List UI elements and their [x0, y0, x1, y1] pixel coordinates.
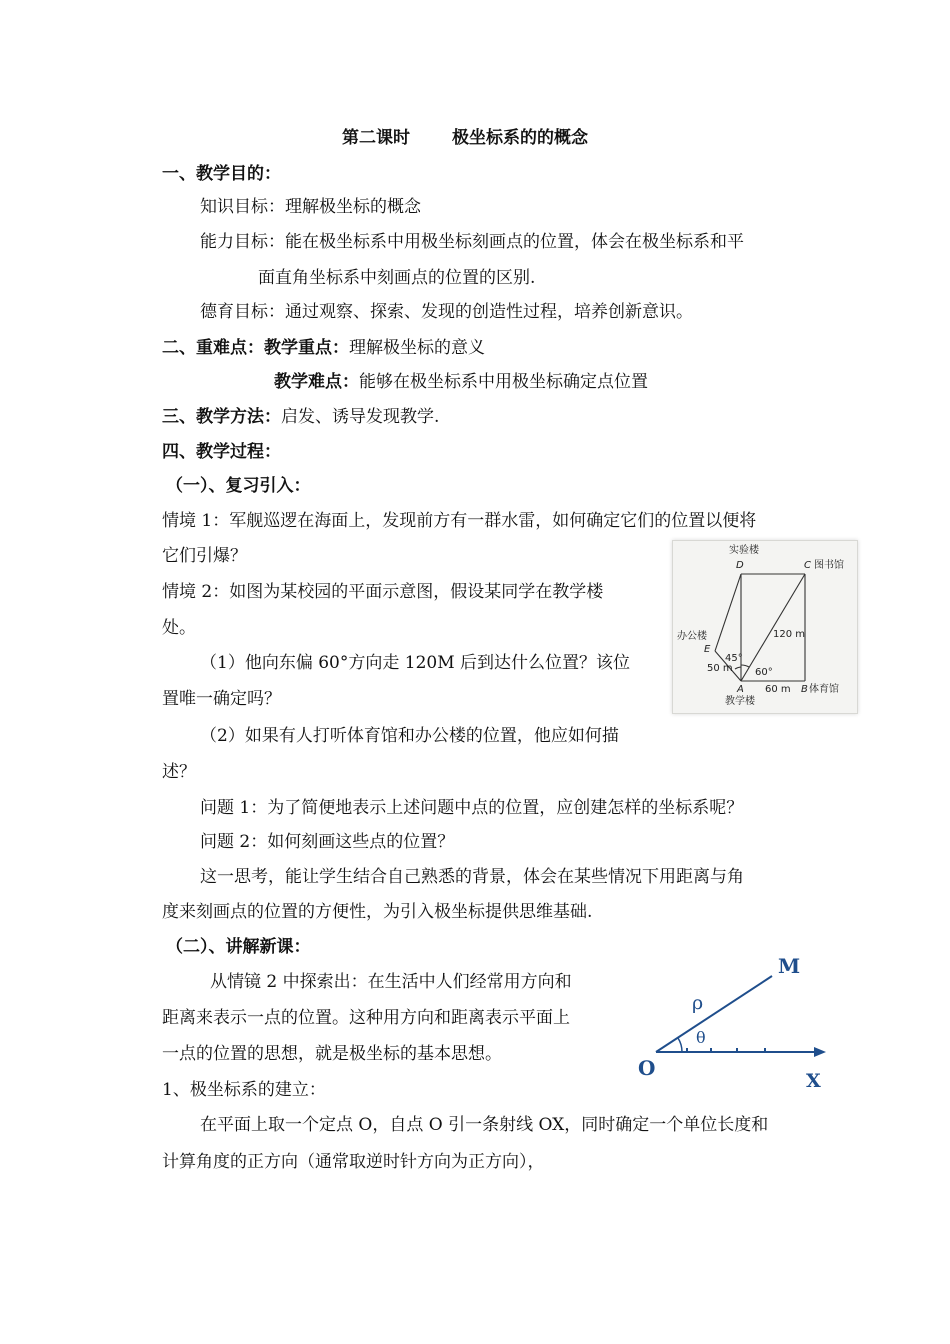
ray-OM [656, 976, 772, 1052]
problem1: 问题 1：为了简便地表示上述问题中点的位置，应创建怎样的坐标系呢？ [200, 798, 744, 818]
scenario1-line2: 它们引爆？ [162, 546, 247, 566]
key-points-line [162, 336, 485, 360]
label-library: 图书馆 [814, 560, 844, 571]
method-text: 启发、诱导发现教学. [281, 407, 440, 427]
label-B: B [801, 684, 808, 695]
section-heading-method: 三、教学方法： [162, 407, 281, 427]
line-DE [715, 574, 741, 651]
reflection-line2: 度来刻画点的位置的方便性，为引入极坐标提供思维基础. [162, 902, 593, 922]
label-45: 45° [725, 653, 743, 664]
label-E: E [704, 644, 711, 655]
ability-goal-line2: 面直角坐标系中刻画点的位置的区别. [258, 268, 536, 288]
label-M: M [778, 954, 801, 978]
axis-arrowhead [814, 1047, 826, 1057]
section-heading-process: 四、教学过程： [162, 442, 281, 462]
section-heading-purpose: 一、教学目的： [162, 164, 281, 184]
campus-map-figure [672, 540, 858, 714]
subsection-heading: 1、极坐标系的建立： [162, 1080, 326, 1100]
question1-line2: 置唯一确定吗？ [162, 689, 281, 709]
explore-line3: 一点的位置的思想，就是极坐标的基本思想。 [162, 1044, 502, 1064]
tick-4 [764, 1048, 766, 1053]
title-lesson: 第二课时 [342, 128, 410, 148]
tick-2 [710, 1048, 712, 1053]
angle-60-arc [741, 665, 749, 667]
section-heading-difficulties: 二、重难点： [162, 338, 264, 358]
label-120m: 120 m [773, 629, 806, 640]
label-O: O [638, 1056, 656, 1080]
question2-line2: 述？ [162, 762, 196, 782]
label-rho: ρ [692, 992, 704, 1014]
difficulty-line [274, 370, 648, 394]
part-heading-review: （一）、复习引入： [166, 476, 311, 496]
method-line [162, 405, 439, 429]
ability-goal-line1: 能力目标：能在极坐标系中用极坐标刻画点的位置，体会在极坐标系和平 [200, 232, 744, 252]
explore-line2: 距离来表示一点的位置。这种用方向和距离表示平面上 [162, 1008, 570, 1028]
label-60m: 60 m [765, 684, 791, 695]
knowledge-goal: 知识目标：理解极坐标的概念 [200, 197, 421, 217]
definition-line2: 计算角度的正方向（通常取逆时针方向为正方向）， [162, 1152, 545, 1172]
problem2: 问题 2：如何刻画这些点的位置？ [200, 832, 455, 852]
moral-goal: 德育目标：通过观察、探索、发现的创造性过程，培养创新意识。 [200, 302, 693, 322]
question1-line1: （1）他向东偏 60°方向走 120M 后到达什么位置？该位 [200, 653, 631, 673]
explore-line1: 从情镜 2 中探索出：在生活中人们经常用方向和 [210, 972, 572, 992]
polar-coordinate-diagram [628, 952, 838, 1094]
label-theta: θ [696, 1028, 706, 1047]
title-topic: 极坐标系的的概念 [452, 128, 588, 148]
label-60deg: 60° [755, 667, 773, 678]
part-heading-new: （二）、讲解新课： [166, 937, 311, 957]
label-A: A [737, 684, 744, 695]
tick-3 [736, 1048, 738, 1053]
theta-arc [678, 1038, 682, 1052]
label-D: D [736, 560, 744, 571]
tick-1 [686, 1048, 688, 1053]
label-office: 办公楼 [677, 631, 707, 642]
difficulty-text: 能够在极坐标系中用极坐标确定点位置 [359, 372, 648, 392]
scenario2-line2: 处。 [162, 618, 196, 638]
page-title [342, 126, 588, 150]
label-gym: 体育馆 [809, 684, 839, 695]
line-AC [741, 574, 805, 681]
label-teaching: 教学楼 [725, 696, 755, 707]
difficulty-label: 教学难点： [274, 372, 359, 392]
scenario1-line1: 情境 1：军舰巡逻在海面上，发现前方有一群水雷，如何确定它们的位置以便将 [162, 511, 757, 531]
label-C: C [804, 560, 811, 571]
reflection-line1: 这一思考，能让学生结合自己熟悉的背景，体会在某些情况下用距离与角 [200, 867, 744, 887]
angle-45-arc [735, 667, 741, 669]
definition-line1: 在平面上取一个定点 O，自点 O 引一条射线 OX，同时确定一个单位长度和 [200, 1115, 769, 1135]
scenario2-line1: 情境 2：如图为某校园的平面示意图，假设某同学在教学楼 [162, 582, 604, 602]
question2-line1: （2）如果有人打听体育馆和办公楼的位置，他应如何描 [200, 726, 619, 746]
key-point-text: 理解极坐标的意义 [349, 338, 485, 358]
label-X: X [806, 1070, 821, 1092]
key-point-label: 教学重点： [264, 338, 349, 358]
label-50m: 50 m [707, 663, 733, 674]
label-lab: 实验楼 [729, 545, 759, 556]
